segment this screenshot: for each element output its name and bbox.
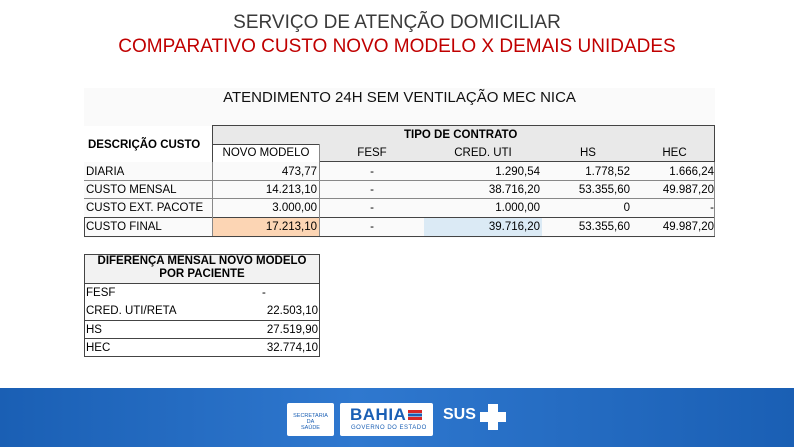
cell-diaria-fesf: -	[370, 166, 374, 178]
row-label-diaria: DIARIA	[86, 166, 125, 178]
diff-value-hec: 32.774,10	[266, 342, 318, 354]
sus-wordmark: SUS	[443, 406, 476, 423]
grid-line	[84, 284, 85, 356]
grid-line	[212, 162, 213, 236]
header-hec: HEC	[662, 147, 687, 159]
grid-line	[319, 284, 320, 356]
grid-line	[84, 198, 715, 199]
cell-final-hs: 53.355,60	[578, 221, 630, 233]
grid-line	[84, 236, 715, 237]
grid-line	[84, 180, 715, 181]
secretaria-saude-logo	[287, 403, 334, 436]
bahia-subtitle: GOVERNO DO ESTADO	[351, 425, 427, 431]
cell-pacote-fesf: -	[370, 202, 374, 214]
bahia-wordmark: BAHIA	[350, 405, 407, 424]
difference-header-line1: DIFERENÇA MENSAL NOVO MODELO	[97, 255, 307, 267]
grid-line	[714, 162, 715, 236]
row-label-custo-mensal: CUSTO MENSAL	[86, 184, 177, 196]
sus-cross-icon	[478, 402, 508, 432]
grid-line	[84, 217, 715, 218]
secretaria-line3: SAÚDE	[301, 425, 320, 431]
cell-mensal-hec: 49.987,20	[662, 184, 714, 196]
cell-diaria-novo: 473,77	[281, 166, 317, 178]
cell-diaria-cred: 1.290,54	[495, 166, 540, 178]
diff-label-hs: HS	[86, 324, 102, 336]
bahia-flag-icon	[408, 410, 422, 420]
cell-mensal-fesf: -	[370, 184, 374, 196]
page-subtitle: COMPARATIVO CUSTO NOVO MODELO X DEMAIS UNIDADES	[118, 36, 676, 57]
secretaria-line1: SECRETARIA	[293, 413, 328, 419]
cell-final-fesf: -	[370, 221, 374, 233]
grid-line	[84, 217, 85, 236]
difference-header-line2: POR PACIENTE	[159, 268, 245, 280]
grid-line	[319, 144, 320, 236]
secretaria-line2: DA	[306, 419, 315, 425]
row-label-ext-pacote: CUSTO EXT. PACOTE	[86, 202, 204, 214]
diff-value-cred: 22.503,10	[266, 305, 318, 317]
cell-pacote-hs: 0	[623, 202, 630, 214]
cell-pacote-hec: -	[710, 202, 714, 214]
cell-pacote-cred: 1.000,00	[495, 202, 540, 214]
cell-mensal-hs: 53.355,60	[578, 184, 630, 196]
header-novo-modelo: NOVO MODELO	[222, 147, 310, 159]
header-hs: HS	[580, 147, 596, 159]
cell-mensal-cred: 38.716,20	[488, 184, 540, 196]
diff-label-hec: HEC	[86, 342, 111, 354]
diff-label-cred: CRED. UTI/RETA	[86, 305, 177, 317]
cell-mensal-novo: 14.213,10	[265, 184, 317, 196]
cell-final-hec: 49.987,20	[662, 221, 714, 233]
diff-label-fesf: FESF	[86, 287, 116, 299]
diff-value-fesf: -	[262, 287, 266, 299]
header-fesf: FESF	[357, 147, 387, 159]
grid-line	[84, 356, 320, 357]
grid-line	[84, 320, 320, 321]
grid-line	[84, 338, 320, 339]
header-tipo-contrato: TIPO DE CONTRATO	[404, 129, 518, 141]
header-descricao: DESCRIÇÃO CUSTO	[88, 139, 201, 151]
cell-final-novo: 17.213,10	[265, 221, 317, 233]
cell-diaria-hs: 1.778,52	[585, 166, 630, 178]
row-label-custo-final: CUSTO FINAL	[86, 221, 162, 233]
cell-pacote-novo: 3.000,00	[272, 202, 317, 214]
page-title: SERVIÇO DE ATENÇÃO DOMICILIAR	[233, 12, 561, 33]
header-cred-uti: CRED. UTI	[454, 147, 512, 159]
table-title: ATENDIMENTO 24H SEM VENTILAÇÃO MEC NICA	[223, 89, 576, 106]
cell-diaria-hec: 1.666,24	[669, 166, 714, 178]
diff-value-hs: 27.519,90	[266, 324, 318, 336]
cell-final-cred: 39.716,20	[488, 221, 540, 233]
